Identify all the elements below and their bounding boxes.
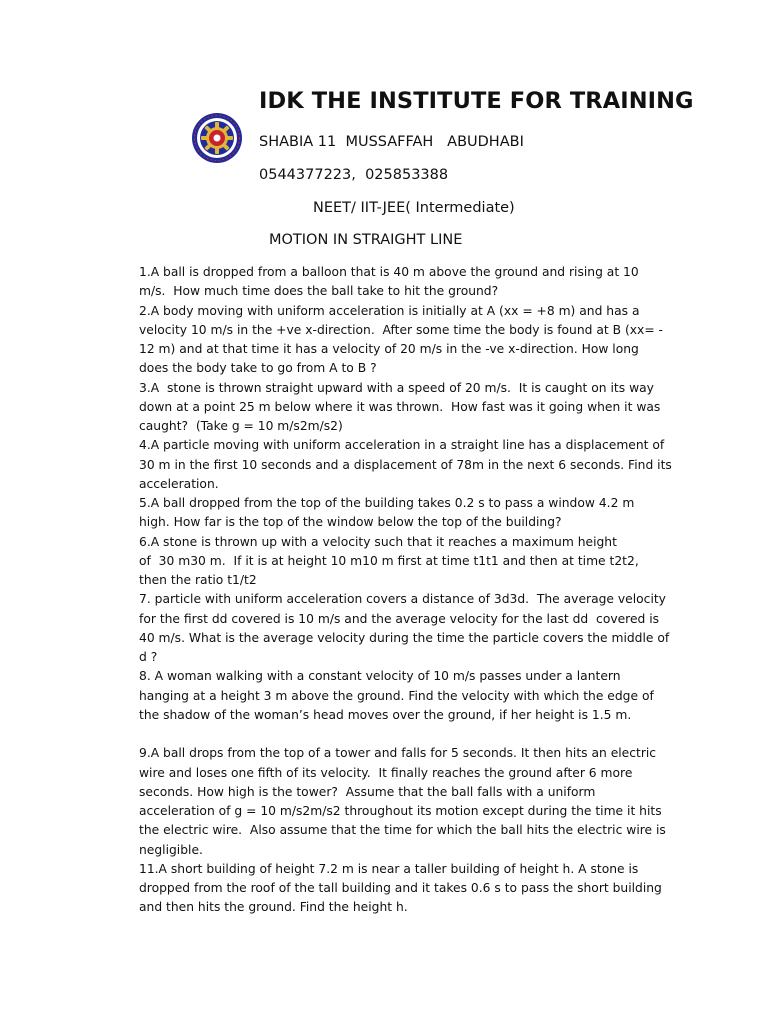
question-line: 5.A ball dropped from the top of the building takes 0.2 s to pass a window 4.2 m bbox=[139, 496, 635, 510]
question-line: of 30 m30 m. If it is at height 10 m10 m first at time t1t1 and then at time t2t2, bbox=[139, 553, 639, 568]
question-line: 11.A short building of height 7.2 m is near a taller building of height h. A stone is bbox=[139, 861, 639, 876]
question-line: the shadow of the woman’s head moves over the ground, if her height is 1.5 m. bbox=[139, 707, 632, 722]
course-level: NEET/ IIT-JEE( Intermediate) bbox=[313, 200, 515, 216]
question-line: 3.A stone is thrown straight upward with a speed of 20 m/s. It is caught on its way bbox=[139, 380, 654, 395]
question-list bbox=[139, 263, 699, 918]
question-line: 4.A particle moving with uniform acceleration in a straight line has a displacement of bbox=[139, 438, 665, 453]
institute-seal-icon bbox=[191, 112, 243, 164]
question-line: d ? bbox=[139, 650, 158, 664]
question-line: 1.A ball is dropped from a balloon that is 40 m above the ground and rising at 10 bbox=[139, 265, 639, 279]
question-line: 8. A woman walking with a constant velocity of 10 m/s passes under a lantern bbox=[139, 669, 621, 684]
question-line: dropped from the roof of the tall building and it takes 0.6 s to pass the short building bbox=[139, 881, 662, 895]
question-line: 6.A stone is thrown up with a velocity such that it reaches a maximum height bbox=[139, 534, 617, 549]
question-line: acceleration of g = 10 m/s2m/s2 throughout its motion except during the time it hits bbox=[139, 804, 662, 818]
question-line: 7. particle with uniform acceleration covers a distance of 3d3d. The average velocity bbox=[139, 592, 666, 607]
question-line: m/s. How much time does the ball take to hit the ground? bbox=[139, 284, 499, 299]
chapter-topic: MOTION IN STRAIGHT LINE bbox=[269, 232, 463, 248]
question-line: 2.A body moving with uniform acceleration is initially at A (xx = +8 m) and has a bbox=[139, 303, 640, 318]
institute-address: SHABIA 11 MUSSAFFAH ABUDHABI bbox=[259, 134, 524, 150]
question-line bbox=[139, 725, 699, 744]
question-line: high. How far is the top of the window below the top of the building? bbox=[139, 515, 562, 530]
question-line: does the body take to go from A to B ? bbox=[139, 361, 377, 376]
institute-phones: 0544377223, 025853388 bbox=[259, 167, 449, 183]
question-line: 30 m in the first 10 seconds and a displacement of 78m in the next 6 seconds. Find its bbox=[139, 457, 672, 472]
question-line: wire and loses one fifth of its velocity. It finally reaches the ground after 6 more bbox=[139, 765, 633, 780]
institute-title: IDK THE INSTITUTE FOR TRAINING bbox=[259, 88, 694, 114]
question-line: down at a point 25 m below where it was thrown. How fast was it going when it was bbox=[139, 399, 661, 414]
question-line: 9.A ball drops from the top of a tower and falls for 5 seconds. It then hits an electric bbox=[139, 746, 657, 761]
question-line: seconds. How high is the tower? Assume that the ball falls with a uniform bbox=[139, 784, 596, 799]
question-line: velocity 10 m/s in the +ve x-direction. After some time the body is found at B (xx= - bbox=[139, 322, 663, 337]
question-line: for the first dd covered is 10 m/s and the average velocity for the last dd covered is bbox=[139, 611, 660, 626]
question-line: 40 m/s. What is the average velocity during the time the particle covers the middle of bbox=[139, 630, 670, 645]
question-line: caught? (Take g = 10 m/s2m/s2) bbox=[139, 419, 343, 433]
question-line: hanging at a height 3 m above the ground. Find the velocity with which the edge of bbox=[139, 688, 654, 703]
question-line: and then hits the ground. Find the height h. bbox=[139, 900, 408, 915]
question-line: 12 m) and at that time it has a velocity of 20 m/s in the -ve x-direction. How long bbox=[139, 342, 639, 356]
question-line: negligible. bbox=[139, 842, 203, 857]
question-line: the electric wire. Also assume that the time for which the ball hits the electric wire is bbox=[139, 823, 666, 838]
question-line: acceleration. bbox=[139, 476, 219, 491]
question-line: then the ratio t1/t2 bbox=[139, 573, 257, 587]
